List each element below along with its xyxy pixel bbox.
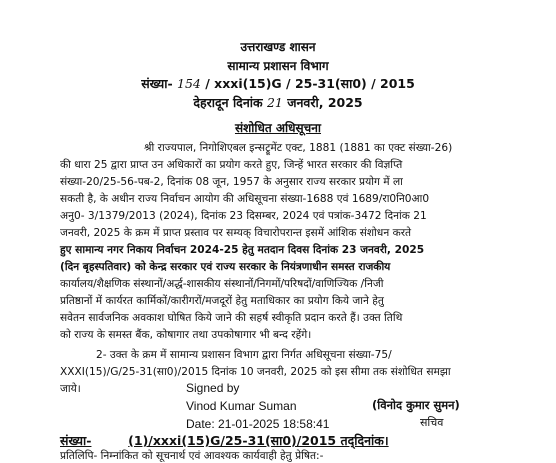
handwritten-day: 21 (266, 95, 283, 110)
officer-name: (विनोद कुमार सुमन) (372, 398, 460, 412)
place: देहरादून (193, 95, 229, 110)
signer-name: Vinod Kumar Suman (186, 399, 297, 413)
body-line: श्री राज्यपाल, निगोशिएबल इन्सट्रूमेंट एक्ट, 1881 (1881 का एक्ट संख्या-26) (144, 142, 453, 154)
body-line: संख्या-20/25-56-पब-2, दिनांक 08 जून, 1957 के अनुसार राज्य सरकार प्रयोग में ला (60, 176, 403, 188)
signed-by-label: Signed by (186, 381, 240, 395)
body-line: प्रतिष्ठानों में कार्यरत कार्मिकों/कारीगरों/मजदूरों हेतु मताधिकार का प्रयोग किये जाने हेतु (60, 295, 384, 307)
body-line: सकती है, के अधीन राज्य निर्वाचन आयोग की अधिसूचना संख्या-1688 एवं 1689/रा0नि0आ0 (60, 193, 430, 205)
body-line: (दिन बृहस्पतिवार) को केन्द्र सरकार एवं राज्य सरकार के नियंत्रणाधीन समस्त राजकीय (60, 261, 391, 273)
date-line (0, 94, 556, 111)
date-label: दिनांक (232, 95, 263, 110)
page-title: संशोधित अधिसूचना (234, 121, 322, 135)
date-rest: जनवरी, 2025 (287, 95, 363, 110)
footer-reference-label: संख्या- (60, 433, 92, 448)
reference-prefix: संख्या- (141, 76, 173, 91)
body-line: सवेतन सार्वजनिक अवकाश घोषित किये जाने की सहर्ष स्वीकृति प्रदान करते हैं। उक्त तिथि (60, 312, 403, 324)
department-heading: सामान्य प्रशासन विभाग (227, 59, 329, 73)
body-line: को राज्य के समस्त बैंक, कोषागार तथा उपकोषागार भी बन्द रहेंगे। (60, 329, 312, 341)
body-line: कार्यालय/शैक्षणिक संस्थानों/अर्द्ध-शासकीय संस्थानों/निगमों/परिषदों/वाणिज्यिक /निजी (60, 278, 384, 290)
reference-code: / xxxi(15)G / 25-31(सा0) / 2015 (205, 76, 415, 91)
officer-designation: सचिव (420, 416, 444, 429)
para2-line: XXXI(15)/G/25-31(सा0)/2015 दिनांक 10 जनवरी, 2025 को इस सीमा तक संशोधित समझा (60, 366, 451, 378)
signature-date: Date: 21-01-2025 18:58:41 (186, 417, 330, 431)
para2-line: 2- उक्त के क्रम में सामान्य प्रशासन विभाग द्वारा निर्गत अधिसूचना संख्या-75/ (96, 349, 392, 361)
para2-line: जाये। (60, 383, 81, 395)
body-line: जनवरी, 2025 के क्रम में प्राप्त प्रस्ताव पर सम्यक् विचारोपरान्त इसमें आंशिक संशोधन करते (60, 227, 412, 239)
body-line: हुए सामान्य नगर निकाय निर्वाचन 2024-25 हेतु मतदान दिवस दिनांक 23 जनवरी, 2025 (60, 244, 425, 256)
body-line: की धारा 25 द्वारा प्राप्त उन अधिकारों का प्रयोग करते हुए, जिन्हें भारत सरकार की विज्ञप्ति (60, 159, 403, 171)
reference-number (0, 75, 556, 92)
body-line: अनु0- 3/1379/2013 (2024), दिनांक 23 दिसम्बर, 2024 एवं पत्रांक-3472 दिनांक 21 (60, 210, 427, 222)
handwritten-number: 154 (177, 76, 201, 91)
government-heading: उत्तराखण्ड शासन (240, 40, 316, 54)
footer-reference (60, 432, 389, 449)
footer-cut-line: प्रतिलिपि- निम्नांकित को सूचनार्थ एवं आवश्यक कार्यवाही हेतु प्रेषित:- (60, 450, 324, 462)
footer-reference-text: (1)/xxxi(15)G/25-31(सा0)/2015 तद्‌दिनांक। (128, 433, 389, 448)
